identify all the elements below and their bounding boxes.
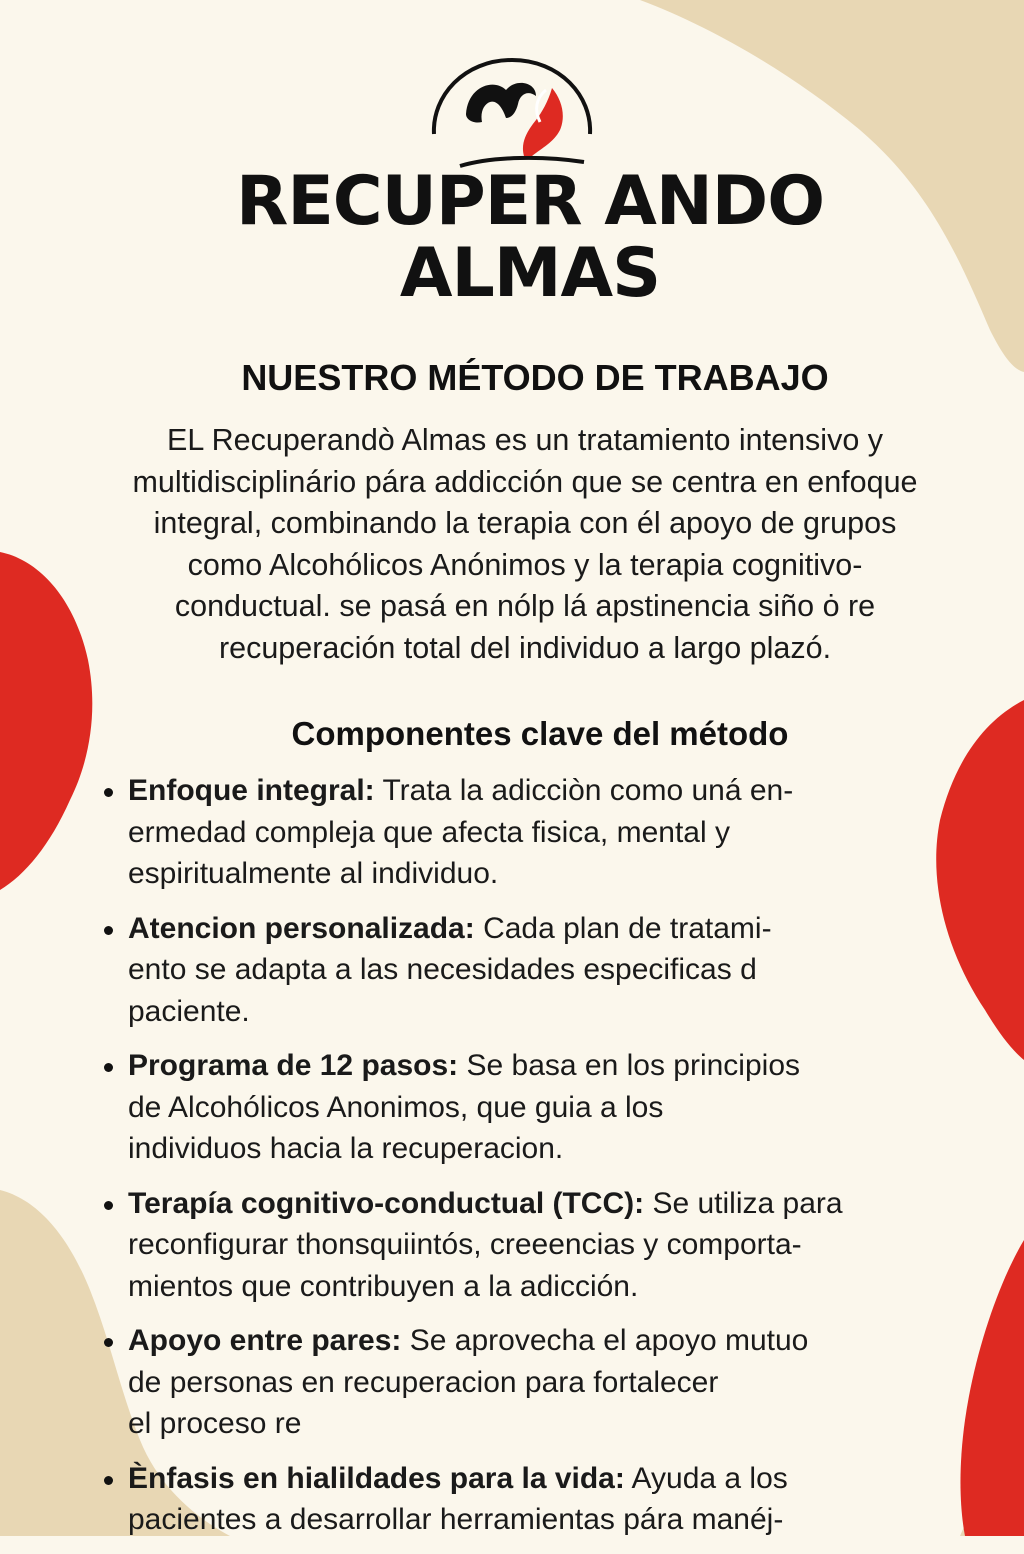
component-term: Programa de 12 pasos: [128, 1049, 459, 1082]
component-term: Apoyo entre pares: [128, 1324, 402, 1357]
component-desc: paciente. [128, 994, 250, 1028]
list-item [100, 770, 950, 895]
brand-title-line-1: RECUPER ANDO [235, 162, 825, 241]
bullet-icon [104, 1063, 113, 1072]
list-item [100, 1183, 950, 1308]
bullet-icon [104, 788, 113, 797]
component-term: Enfoque integral: [128, 774, 375, 807]
component-term: Ènfasis en hialildades para la vida: [128, 1461, 625, 1495]
component-desc: ermedad compleja que afecta fisica, mental y [128, 815, 730, 849]
brand-title-line-2: ALMAS [399, 234, 661, 313]
component-desc: mientos que contribuyen a la adicción. [128, 1269, 639, 1303]
component-desc: espiritualmente al individuo. [128, 857, 499, 890]
component-desc: ento se adapta a las necesidades especificas d [128, 953, 757, 986]
brand-title [100, 162, 960, 313]
list-item [100, 1458, 950, 1541]
component-desc: de personas en recuperacion para fortalecer [128, 1365, 719, 1399]
component-desc: Trata la adicciòn como uná en- [374, 774, 794, 807]
bullet-icon [104, 1201, 113, 1210]
intro-line: como Alcohólicos Anónimos y la terapia cognitivo- [187, 547, 863, 582]
component-desc: reconfigurar thonsquiintós, creeencias y comporta- [128, 1228, 802, 1261]
intro-line: multidisciplinário pára addicción que se centra en enfoque [132, 464, 918, 499]
method-title: NUESTRO MÉTODO DE TRABAJO [241, 357, 829, 398]
bullet-icon [104, 926, 113, 935]
intro-line: EL Recuperandò Almas es un tratamiento intensivo y [166, 423, 884, 457]
list-item [100, 1320, 950, 1445]
list-item [100, 908, 950, 1033]
component-desc: individuos hacia la recuperacion. [128, 1132, 564, 1165]
intro-line: recuperación total del individuo a largo plazó. [218, 630, 832, 665]
component-desc: Se basa en los principios [458, 1049, 801, 1082]
component-desc: Se utiliza para [644, 1186, 843, 1220]
components-list [100, 770, 950, 1554]
component-term: Atencion personalizada: [128, 911, 475, 945]
bullet-icon [104, 1476, 113, 1485]
component-desc: Se aprovecha el apoyo mutuo [401, 1324, 809, 1357]
method-intro [80, 420, 970, 670]
component-desc: de Alcohólicos Anonimos, que guia a los [128, 1090, 664, 1124]
logo-icon [424, 56, 600, 172]
component-term: Terapía cognitivo-conductual (TCC): [128, 1186, 645, 1220]
intro-line: conductual. se pasá en nólp lá apstinencia siño ȯ re [174, 589, 876, 624]
component-desc: pacientes a desarrollar herramientas pára manéj- [128, 1503, 784, 1536]
component-desc: el proceso re [128, 1407, 302, 1440]
intro-line: integral, combinando la terapia con él apoyo de grupos [153, 506, 897, 541]
components-title: Componentes clave del método [291, 715, 789, 752]
bullet-icon [104, 1338, 113, 1347]
component-desc: Ayuda a los [624, 1461, 788, 1495]
component-desc: Cada plan de tratami- [474, 911, 772, 945]
list-item [100, 1045, 950, 1170]
